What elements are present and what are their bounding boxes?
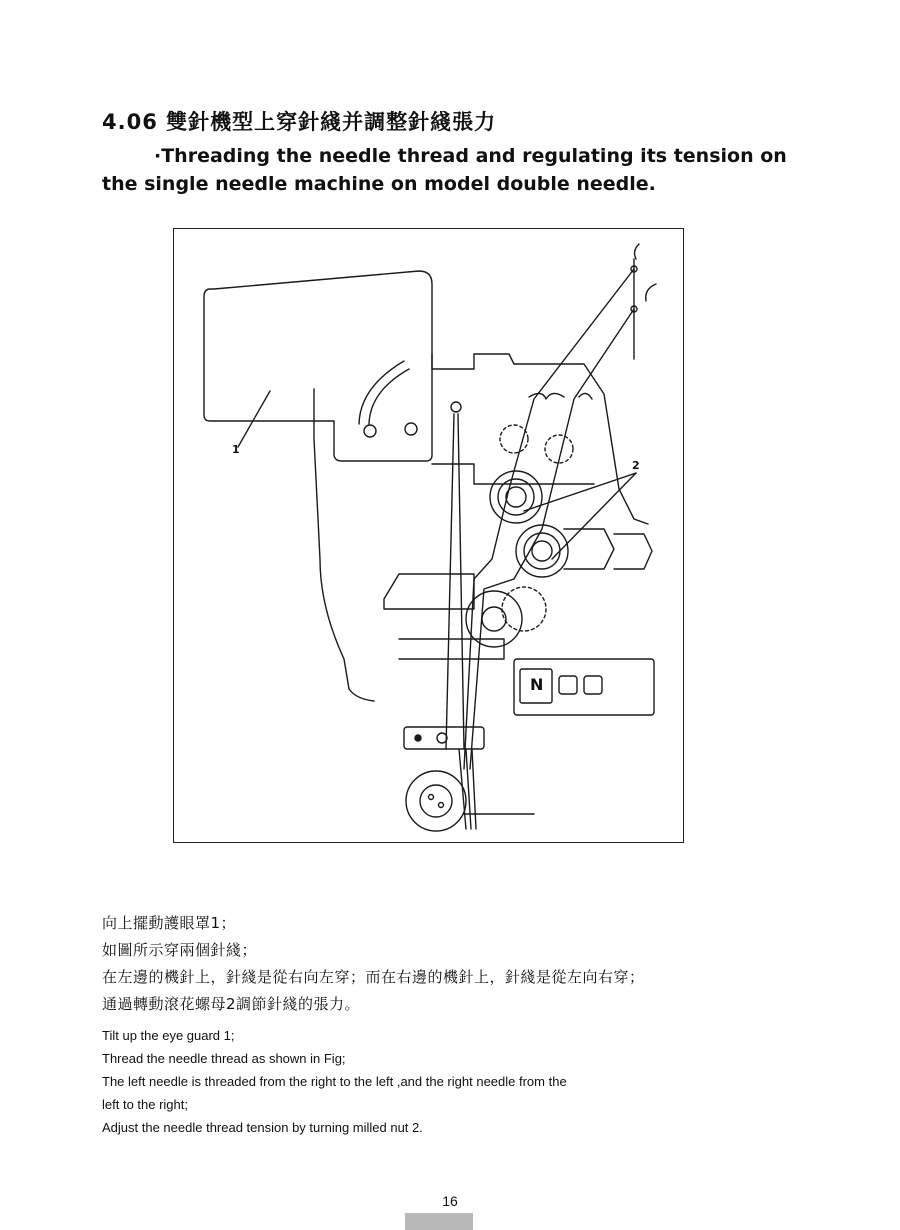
machine-head — [314, 389, 374, 701]
presser-wheel — [406, 771, 466, 831]
heading-english-line-1: Threading the needle thread and regulating its tension on — [161, 145, 787, 167]
callout-2-label: 2 — [632, 459, 640, 472]
instruction-en-3: The left needle is threaded from the right to the left ,and the right needle from the — [102, 1074, 567, 1089]
eye-guard — [204, 271, 432, 461]
page-number: 16 — [442, 1193, 458, 1209]
eye-guard-slot — [359, 361, 404, 424]
threading-diagram — [173, 228, 684, 843]
instruction-cn-1: 向上擺動護眼罩1； — [102, 914, 237, 932]
instruction-cn-4: 通過轉動滾花螺母2調節針綫的張力。 — [102, 995, 361, 1013]
instructions-english — [102, 1024, 567, 1139]
instruction-en-5: Adjust the needle thread tension by turning milled nut 2. — [102, 1120, 423, 1135]
footer-bar — [405, 1213, 473, 1230]
instruction-cn-2: 如圖所示穿兩個針綫； — [102, 941, 258, 959]
callout-1-label: 1 — [232, 443, 240, 456]
instructions-chinese — [102, 910, 645, 1018]
section-heading-english: ·Threading the needle thread and regulating its tension on the single needle machine on model double needle. — [102, 145, 787, 195]
section-heading-chinese: 4.06 雙針機型上穿針綫并調整針綫張力 — [102, 110, 497, 134]
heading-english-line-2: the single needle machine on model double needle. — [102, 173, 656, 195]
control-panel-label: N — [530, 675, 544, 694]
needle-thread-left — [464, 269, 634, 769]
instruction-cn-3: 在左邊的機針上，針綫是從右向左穿；而在右邊的機針上，針綫是從左向右穿； — [102, 968, 645, 986]
instruction-en-4: left to the right; — [102, 1097, 188, 1112]
callout-2-leaders — [524, 473, 636, 511]
instruction-en-1: Tilt up the eye guard 1; — [102, 1028, 235, 1043]
sewing-machine-illustration — [174, 229, 685, 844]
instruction-en-2: Thread the needle thread as shown in Fig; — [102, 1051, 346, 1066]
callout-1-leader — [238, 391, 270, 447]
